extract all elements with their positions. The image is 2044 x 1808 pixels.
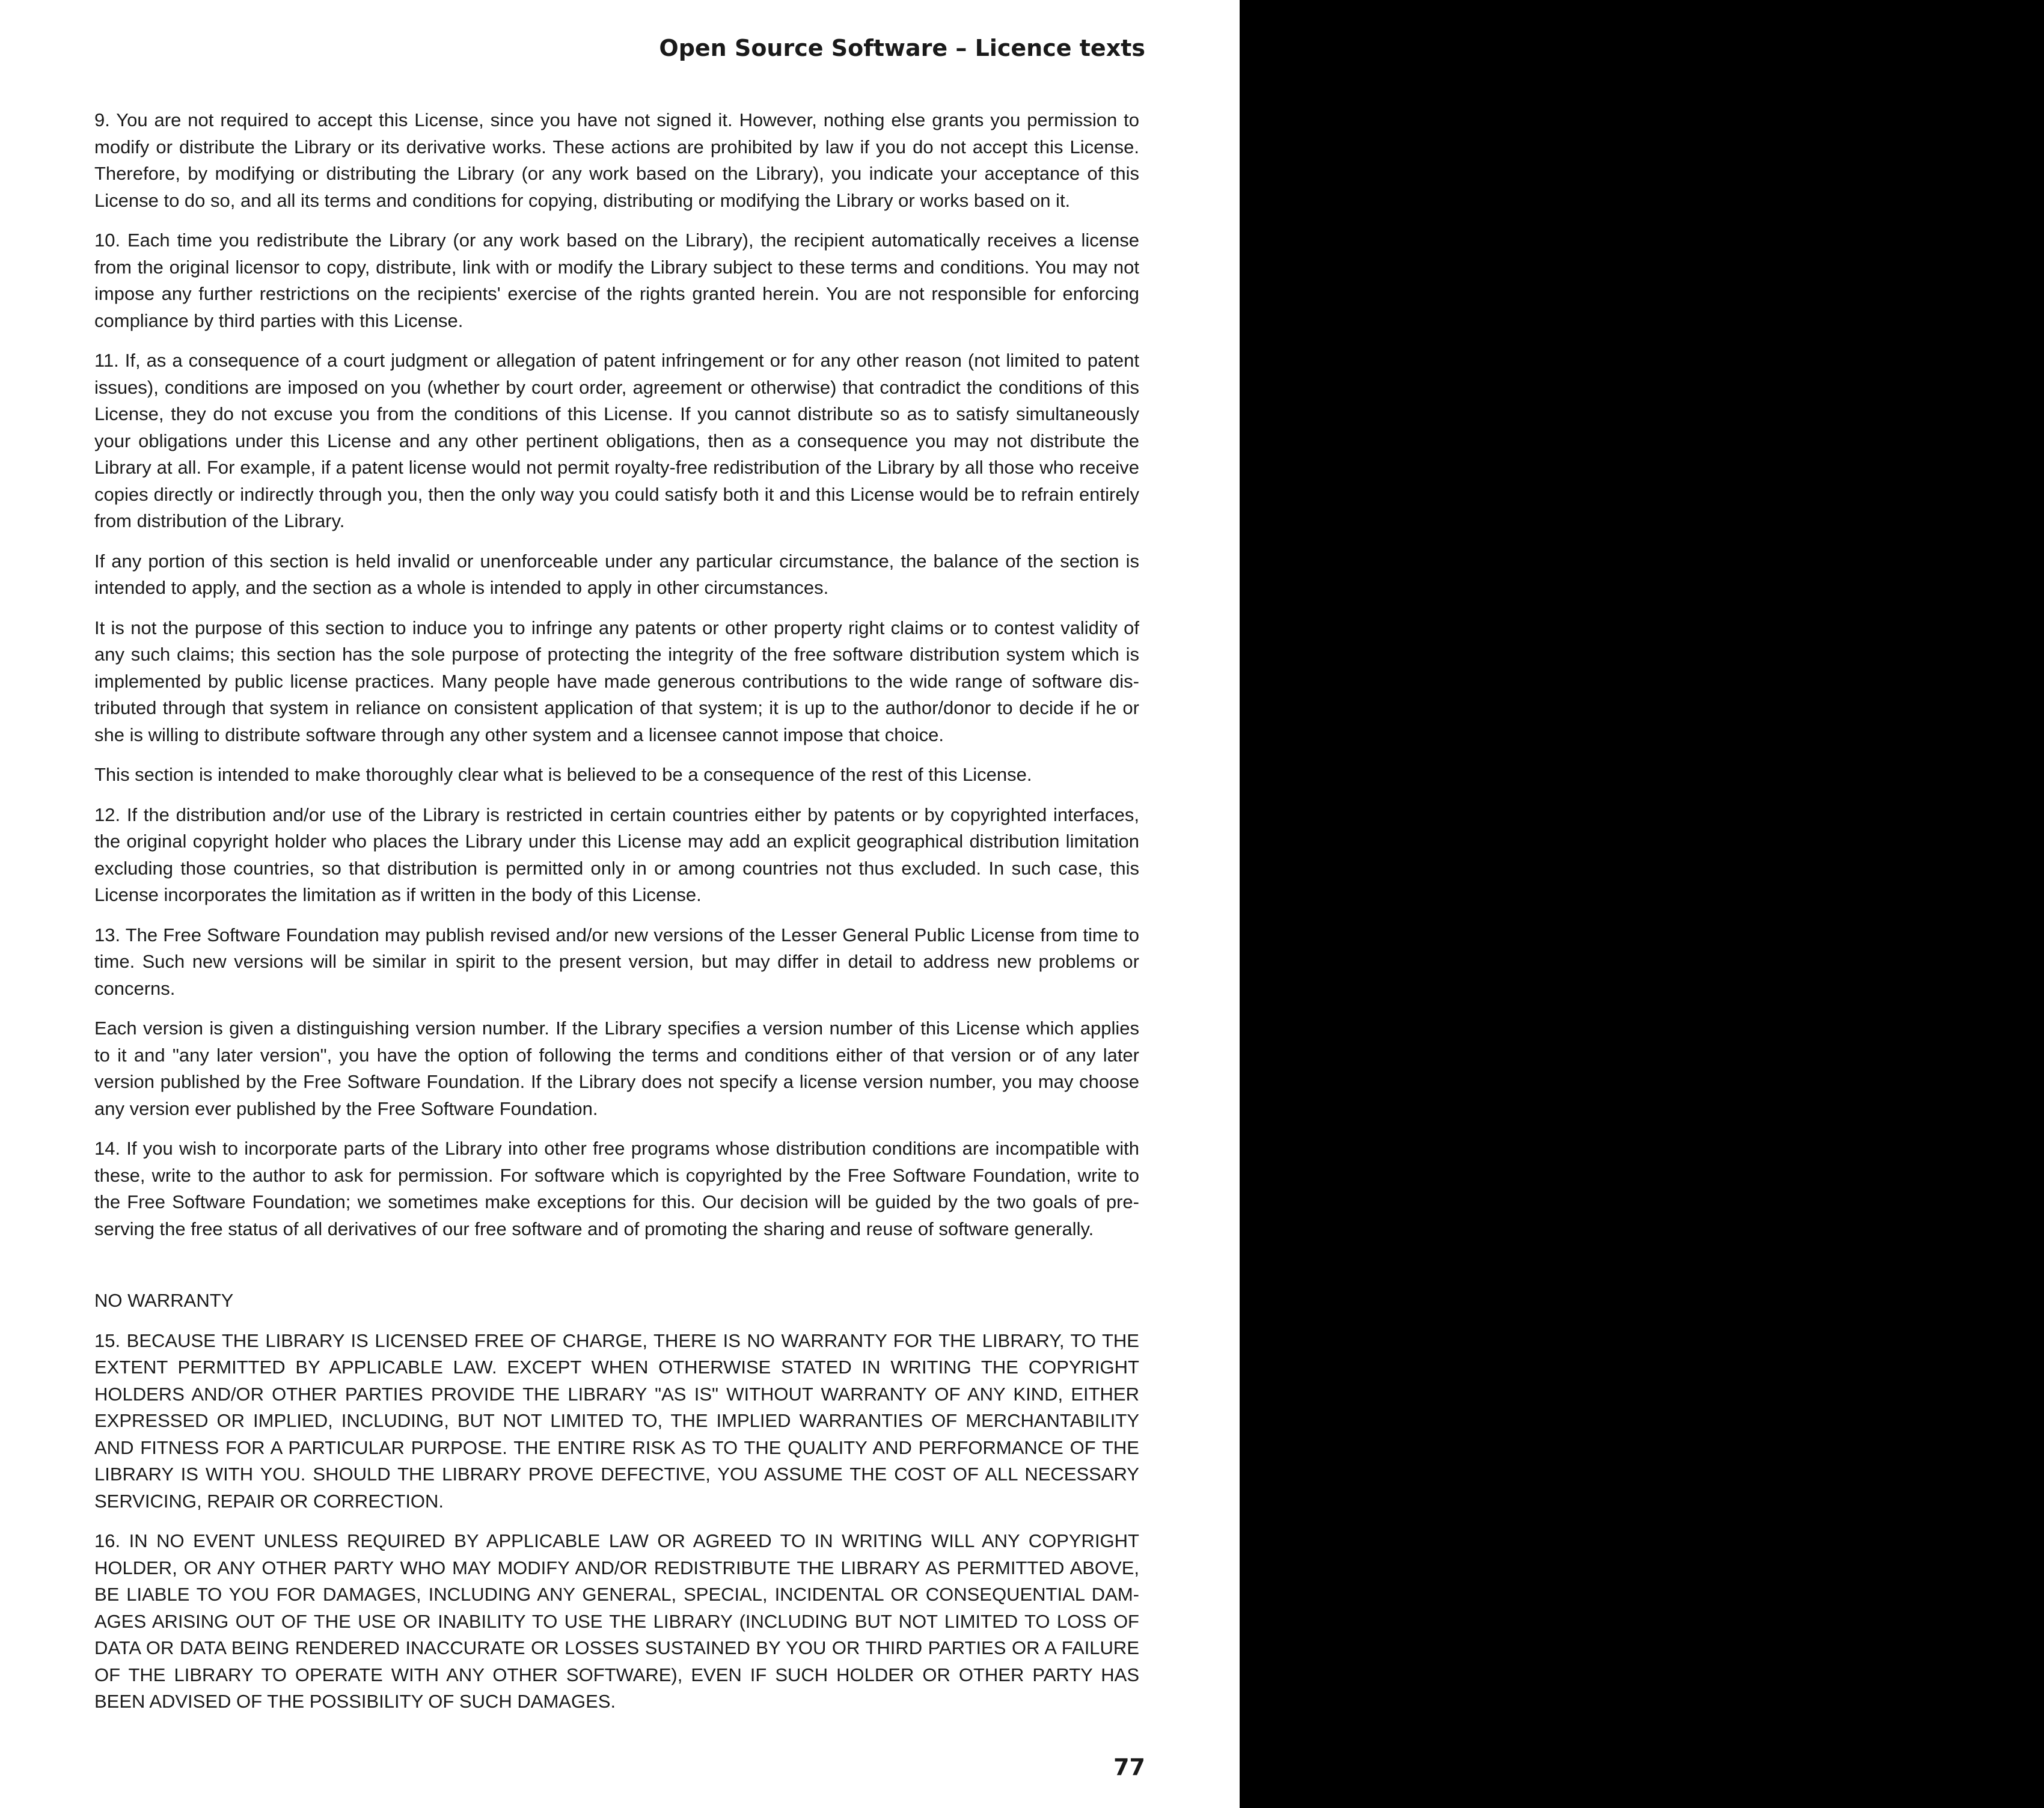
page-header-title: Open Source Software – Licence texts	[659, 35, 1145, 61]
paragraph-clause-11-purpose: It is not the purpose of this section to induce you to infringe any patents or other property right claims or to contest validity of any such claims; this section has the sole purpose of protecting the integrity of the free software distribution system which is implemented by public license practices. Many people have made generous contributions to the wide range of software dis-tributed through that system in reliance on consistent application of that system; it is up to the author/donor to decide if he or she is willing to distribute software through any other system and a licensee cannot impose that choice.	[94, 617, 1139, 745]
section-heading-no-warranty: NO WARRANTY	[94, 1290, 234, 1311]
paragraph-clause-10: 10. Each time you redistribute the Library (or any work based on the Library), the recipient automatically receives a license from the original licensor to copy, distribute, link with or modify the Library subject to these terms and conditions. You may not impose any further restrictions on the recipients' exercise of the rights granted herein. You are not responsible for enforcing compliance by third parties with this License.	[94, 230, 1139, 331]
paragraph-clause-11-clarification: This section is intended to make thoroughly clear what is believed to be a consequence of the rest of this License.	[94, 764, 1032, 785]
paragraph-clause-13: 13. The Free Software Foundation may publish revised and/or new versions of the Lesser General Public License from time to time. Such new versions will be similar in spirit to the present version, but may differ in detail to address new problems or concerns.	[94, 924, 1139, 999]
paragraph-clause-16: 16. IN NO EVENT UNLESS REQUIRED BY APPLICABLE LAW OR AGREED TO IN WRITING WILL ANY COPYRIGHT HOLDER, OR ANY OTHER PARTY WHO MAY MODIFY AND/OR REDISTRIBUTE THE LIBRARY AS PERMITTED ABOVE, BE LIABLE TO YOU FOR DAMAGES, INCLUDING ANY GENERAL, SPECIAL, INCIDENTAL OR CONSEQUENTIAL DAM-AGES ARISING OUT OF THE USE OR INABILITY TO USE THE LIBRARY (INCLUDING BUT NOT LIMITED TO LOSS OF DATA OR DATA BEING RENDERED INACCURATE OR LOSSES SUSTAINED BY YOU OR THIRD PARTIES OR A FAILURE OF THE LIBRARY TO OPERATE WITH ANY OTHER SOFTWARE), EVEN IF SUCH HOLDER OR OTHER PARTY HAS BEEN ADVISED OF THE POSSIBILITY OF SUCH DAMAGES.	[94, 1530, 1139, 1712]
paragraph-clause-11: 11. If, as a consequence of a court judgment or allegation of patent infringement or for any other reason (not limited to patent issues), conditions are imposed on you (whether by court order, agreement or otherwise) that contradict the conditions of this License, they do not excuse you from the conditions of this License. If you cannot distribute so as to satisfy simultaneously your obligations under this License and any other pertinent obligations, then as a consequence you may not distribute the Library at all. For example, if a patent license would not permit royalty-free redistribution of the Library by all those who receive copies directly or indirectly through you, then the only way you could satisfy both it and this License would be to refrain entirely from distribution of the Library.	[94, 350, 1139, 531]
paragraph-clause-9: 9. You are not required to accept this License, since you have not signed it. However, nothing else grants you permission to modify or distribute the Library or its derivative works. These actions are prohibited by law if you do not accept this License. Therefore, by modifying or distributing the Library (or any work based on the Library), you indicate your acceptance of this License to do so, and all its terms and conditions for copying, distributing or modifying the Library or works based on it.	[94, 109, 1139, 211]
page-number: 77	[1113, 1754, 1145, 1780]
paragraph-clause-14: 14. If you wish to incorporate parts of the Library into other free programs whose distribution conditions are incompatible with these, write to the author to ask for permission. For software which is copyrighted by the Free Software Foundation, write to the Free Software Foundation; we sometimes make exceptions for this. Our decision will be guided by the two goals of pre-serving the free status of all derivatives of our free software and of promoting the sharing and reuse of software generally.	[94, 1138, 1139, 1239]
paragraph-clause-15: 15. BECAUSE THE LIBRARY IS LICENSED FREE OF CHARGE, THERE IS NO WARRANTY FOR THE LIBRARY, TO THE EXTENT PERMITTED BY APPLICABLE LAW. EXCEPT WHEN OTHERWISE STATED IN WRITING THE COPYRIGHT HOLDERS AND/OR OTHER PARTIES PROVIDE THE LIBRARY "AS IS" WITHOUT WARRANTY OF ANY KIND, EITHER EXPRESSED OR IMPLIED, INCLUDING, BUT NOT LIMITED TO, THE IMPLIED WARRANTIES OF MERCHANTABILITY AND FITNESS FOR A PARTICULAR PURPOSE. THE ENTIRE RISK AS TO THE QUALITY AND PERFORMANCE OF THE LIBRARY IS WITH YOU. SHOULD THE LIBRARY PROVE DEFECTIVE, YOU ASSUME THE COST OF ALL NECESSARY SERVICING, REPAIR OR CORRECTION.	[94, 1330, 1139, 1512]
paragraph-clause-13-version-number: Each version is given a distinguishing version number. If the Library specifies a version number of this License which applies to it and "any later version", you have the option of following the terms and conditions either of that version or of any later version published by the Free Software Foundation. If the Library does not specify a license version number, you may choose any version ever published by the Free Software Foundation.	[94, 1018, 1139, 1119]
black-background-panel	[1240, 0, 2044, 1808]
paragraph-clause-11-invalid-portion: If any portion of this section is held invalid or unenforceable under any particular circumstance, the balance of the section is intended to apply, and the section as a whole is intended to apply in other circumstances.	[94, 550, 1139, 598]
license-text-body	[94, 107, 1139, 1729]
paragraph-clause-12: 12. If the distribution and/or use of the Library is restricted in certain countries either by patents or by copyrighted interfaces, the original copyright holder who places the Library under this License may add an explicit geographical distribution limitation excluding those countries, so that distribution is permitted only in or among countries not thus excluded. In such case, this License incorporates the limitation as if written in the body of this License.	[94, 804, 1139, 905]
